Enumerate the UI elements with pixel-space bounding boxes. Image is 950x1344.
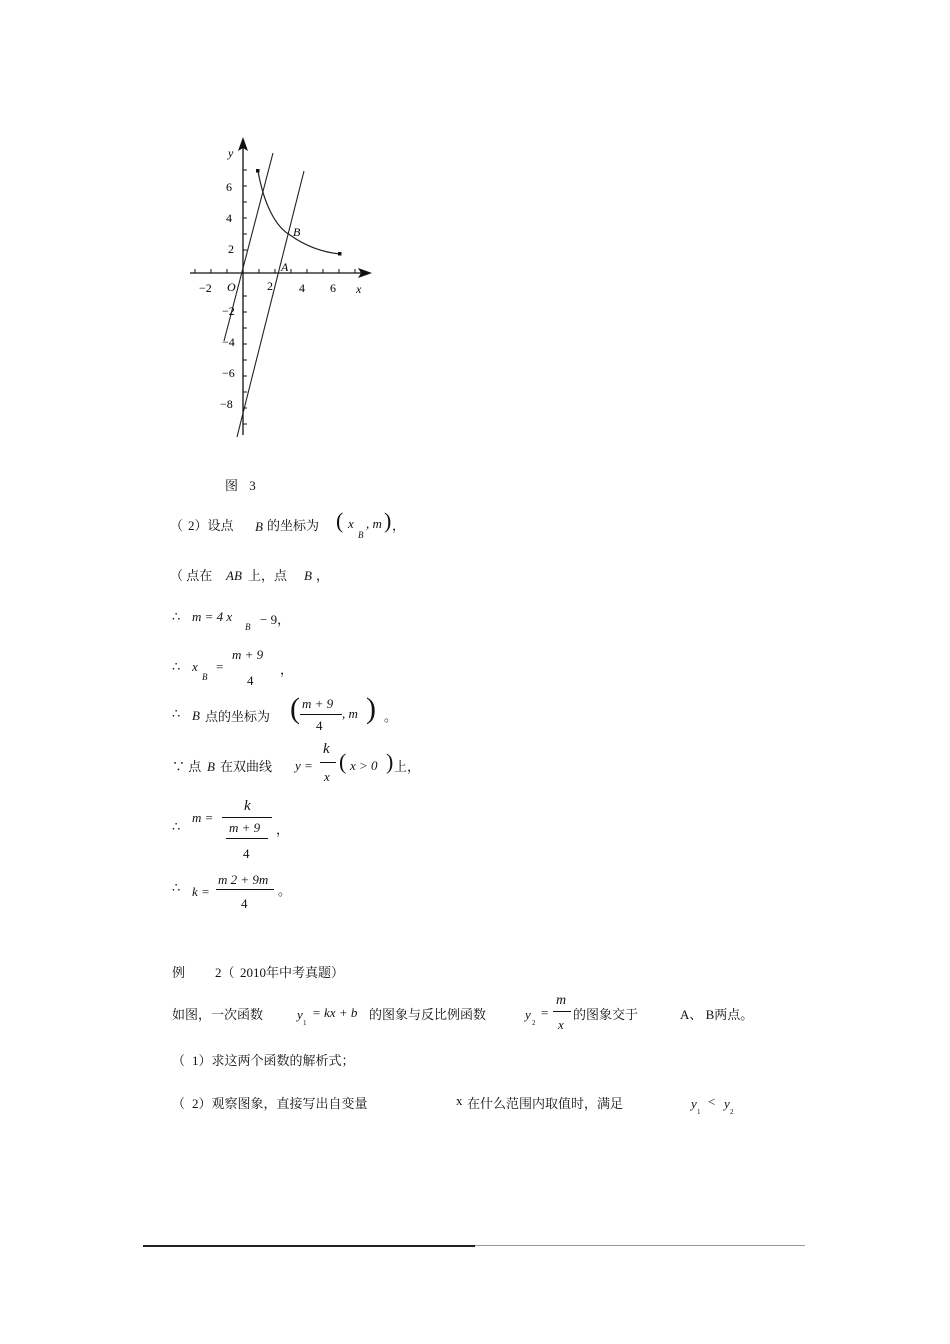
fraction-bar bbox=[216, 889, 274, 890]
denominator: x bbox=[558, 1017, 564, 1032]
equation: m = bbox=[192, 810, 214, 825]
denominator: 4 bbox=[241, 896, 248, 911]
y-tick-label: −2 bbox=[222, 304, 235, 318]
var-b: B bbox=[255, 519, 263, 534]
var-b: B bbox=[192, 708, 200, 723]
fraction-bar bbox=[222, 817, 272, 818]
text: 2）设点 bbox=[188, 518, 234, 533]
text: 如图，一次函数 bbox=[172, 1007, 264, 1022]
therefore: ∴ bbox=[172, 819, 181, 834]
therefore: ∴ bbox=[172, 706, 181, 721]
text: 例 bbox=[172, 965, 186, 980]
subscript: 1 bbox=[303, 1019, 307, 1027]
fraction-bar bbox=[320, 762, 336, 763]
inner-denominator: 4 bbox=[243, 846, 250, 861]
x-tick-label: −2 bbox=[199, 281, 212, 295]
less-than: < bbox=[708, 1094, 716, 1109]
function-graph-figure bbox=[180, 135, 390, 445]
text: 的坐标为 bbox=[267, 518, 320, 533]
numerator: m bbox=[556, 993, 567, 1008]
y-tick-label: 4 bbox=[226, 211, 232, 225]
y-tick-label: −6 bbox=[222, 366, 235, 380]
var-y: y = bbox=[295, 758, 313, 773]
subscript: B bbox=[202, 672, 208, 682]
numerator: k bbox=[323, 741, 330, 757]
point-b-label: B bbox=[293, 225, 301, 239]
origin-label: O bbox=[227, 280, 236, 294]
text: ， bbox=[316, 568, 330, 583]
denominator: x bbox=[324, 769, 330, 784]
var-y: y bbox=[724, 1096, 730, 1111]
x-tick-label: 4 bbox=[299, 281, 305, 295]
text: 2010年中考真题） bbox=[240, 965, 345, 980]
fraction-bar-inner bbox=[226, 838, 268, 839]
fraction-bar bbox=[300, 714, 342, 715]
var-b: B bbox=[207, 759, 215, 774]
equation-rest: − 9， bbox=[260, 612, 291, 627]
curve-start-point bbox=[256, 169, 260, 173]
text: 。 bbox=[384, 709, 398, 724]
var-b: B bbox=[304, 568, 312, 583]
text: 在双曲线 bbox=[220, 759, 273, 774]
equation: = kx + b bbox=[312, 1005, 358, 1020]
subscript: 2 bbox=[730, 1108, 734, 1116]
point-a-label: A bbox=[281, 260, 289, 274]
figure-caption bbox=[225, 475, 256, 494]
paren-open: （ bbox=[170, 518, 184, 533]
subscript: B bbox=[245, 622, 251, 632]
text: 上，点 bbox=[248, 568, 288, 583]
var-y: y bbox=[297, 1007, 303, 1022]
text: 1）求这两个函数的解析式； bbox=[192, 1053, 355, 1068]
var-ab: AB bbox=[226, 568, 242, 583]
paren-right: ) bbox=[384, 508, 392, 533]
text: 的图象与反比例函数 bbox=[369, 1007, 487, 1022]
numerator: k bbox=[244, 798, 251, 814]
subscript: 2 bbox=[532, 1019, 536, 1027]
condition: x > 0 bbox=[350, 758, 378, 773]
text: ， bbox=[280, 662, 294, 677]
var-x: x bbox=[192, 659, 198, 674]
text: 的图象交于 bbox=[573, 1007, 639, 1022]
y-tick-label: 2 bbox=[228, 242, 234, 256]
denominator: 4 bbox=[247, 673, 254, 688]
x-axis-label: x bbox=[356, 282, 362, 296]
text: ∵ 点 bbox=[172, 759, 202, 774]
text: A、 B两点。 bbox=[680, 1007, 754, 1022]
y-tick-label: 6 bbox=[226, 180, 232, 194]
curve-end-point bbox=[338, 252, 342, 256]
text: 在什么范围内取值时，满足 bbox=[467, 1096, 624, 1111]
y-tick-label: −8 bbox=[220, 397, 233, 411]
y-tick-label: −4 bbox=[222, 335, 235, 349]
subscript: B bbox=[358, 530, 364, 540]
caption-mark: 图 bbox=[225, 478, 239, 493]
paren-open: （ bbox=[172, 1053, 186, 1068]
fraction-bar bbox=[553, 1011, 571, 1012]
text: ， bbox=[276, 822, 290, 837]
x-tick-label: 2 bbox=[267, 279, 273, 293]
text: （ 点在 bbox=[170, 568, 213, 583]
paren-left: ( bbox=[290, 692, 300, 725]
caption-number: 3 bbox=[249, 478, 256, 493]
var-m: , m bbox=[342, 706, 358, 721]
footer-rule-dark bbox=[143, 1245, 475, 1247]
therefore: ∴ bbox=[172, 659, 181, 674]
var-m: , m bbox=[366, 516, 382, 531]
numerator: m + 9 bbox=[302, 696, 334, 711]
paren-right: ) bbox=[366, 692, 376, 725]
var-y: y bbox=[691, 1096, 697, 1111]
hyperbola-curve bbox=[258, 171, 340, 254]
equals: = bbox=[216, 659, 224, 674]
numerator: m + 9 bbox=[232, 647, 264, 662]
numerator: m 2 + 9m bbox=[218, 872, 269, 887]
therefore: ∴ bbox=[172, 609, 181, 624]
paren-left: ( bbox=[339, 749, 347, 774]
text: 2（ bbox=[215, 965, 235, 980]
var-y: y bbox=[525, 1007, 531, 1022]
text: 上， bbox=[394, 759, 421, 774]
paren-open: （ bbox=[172, 1096, 186, 1111]
therefore: ∴ bbox=[172, 880, 181, 895]
subscript: 1 bbox=[697, 1108, 701, 1116]
text: ， bbox=[392, 518, 406, 533]
var-x: x bbox=[348, 516, 354, 531]
text: 2）观察图象，直接写出自变量 bbox=[192, 1096, 368, 1111]
equation: k = bbox=[192, 884, 210, 899]
denominator: 4 bbox=[316, 718, 323, 733]
x-tick-label: 6 bbox=[330, 281, 336, 295]
paren-right: ) bbox=[386, 749, 394, 774]
text: 。 bbox=[278, 883, 292, 898]
y-axis-label: y bbox=[228, 146, 234, 160]
equals: = bbox=[541, 1005, 549, 1020]
inner-numerator: m + 9 bbox=[229, 820, 261, 835]
text: 点的坐标为 bbox=[205, 709, 271, 724]
paren-left: ( bbox=[336, 508, 344, 533]
equation: m = 4 x bbox=[192, 609, 233, 624]
var-x: x bbox=[456, 1093, 463, 1108]
